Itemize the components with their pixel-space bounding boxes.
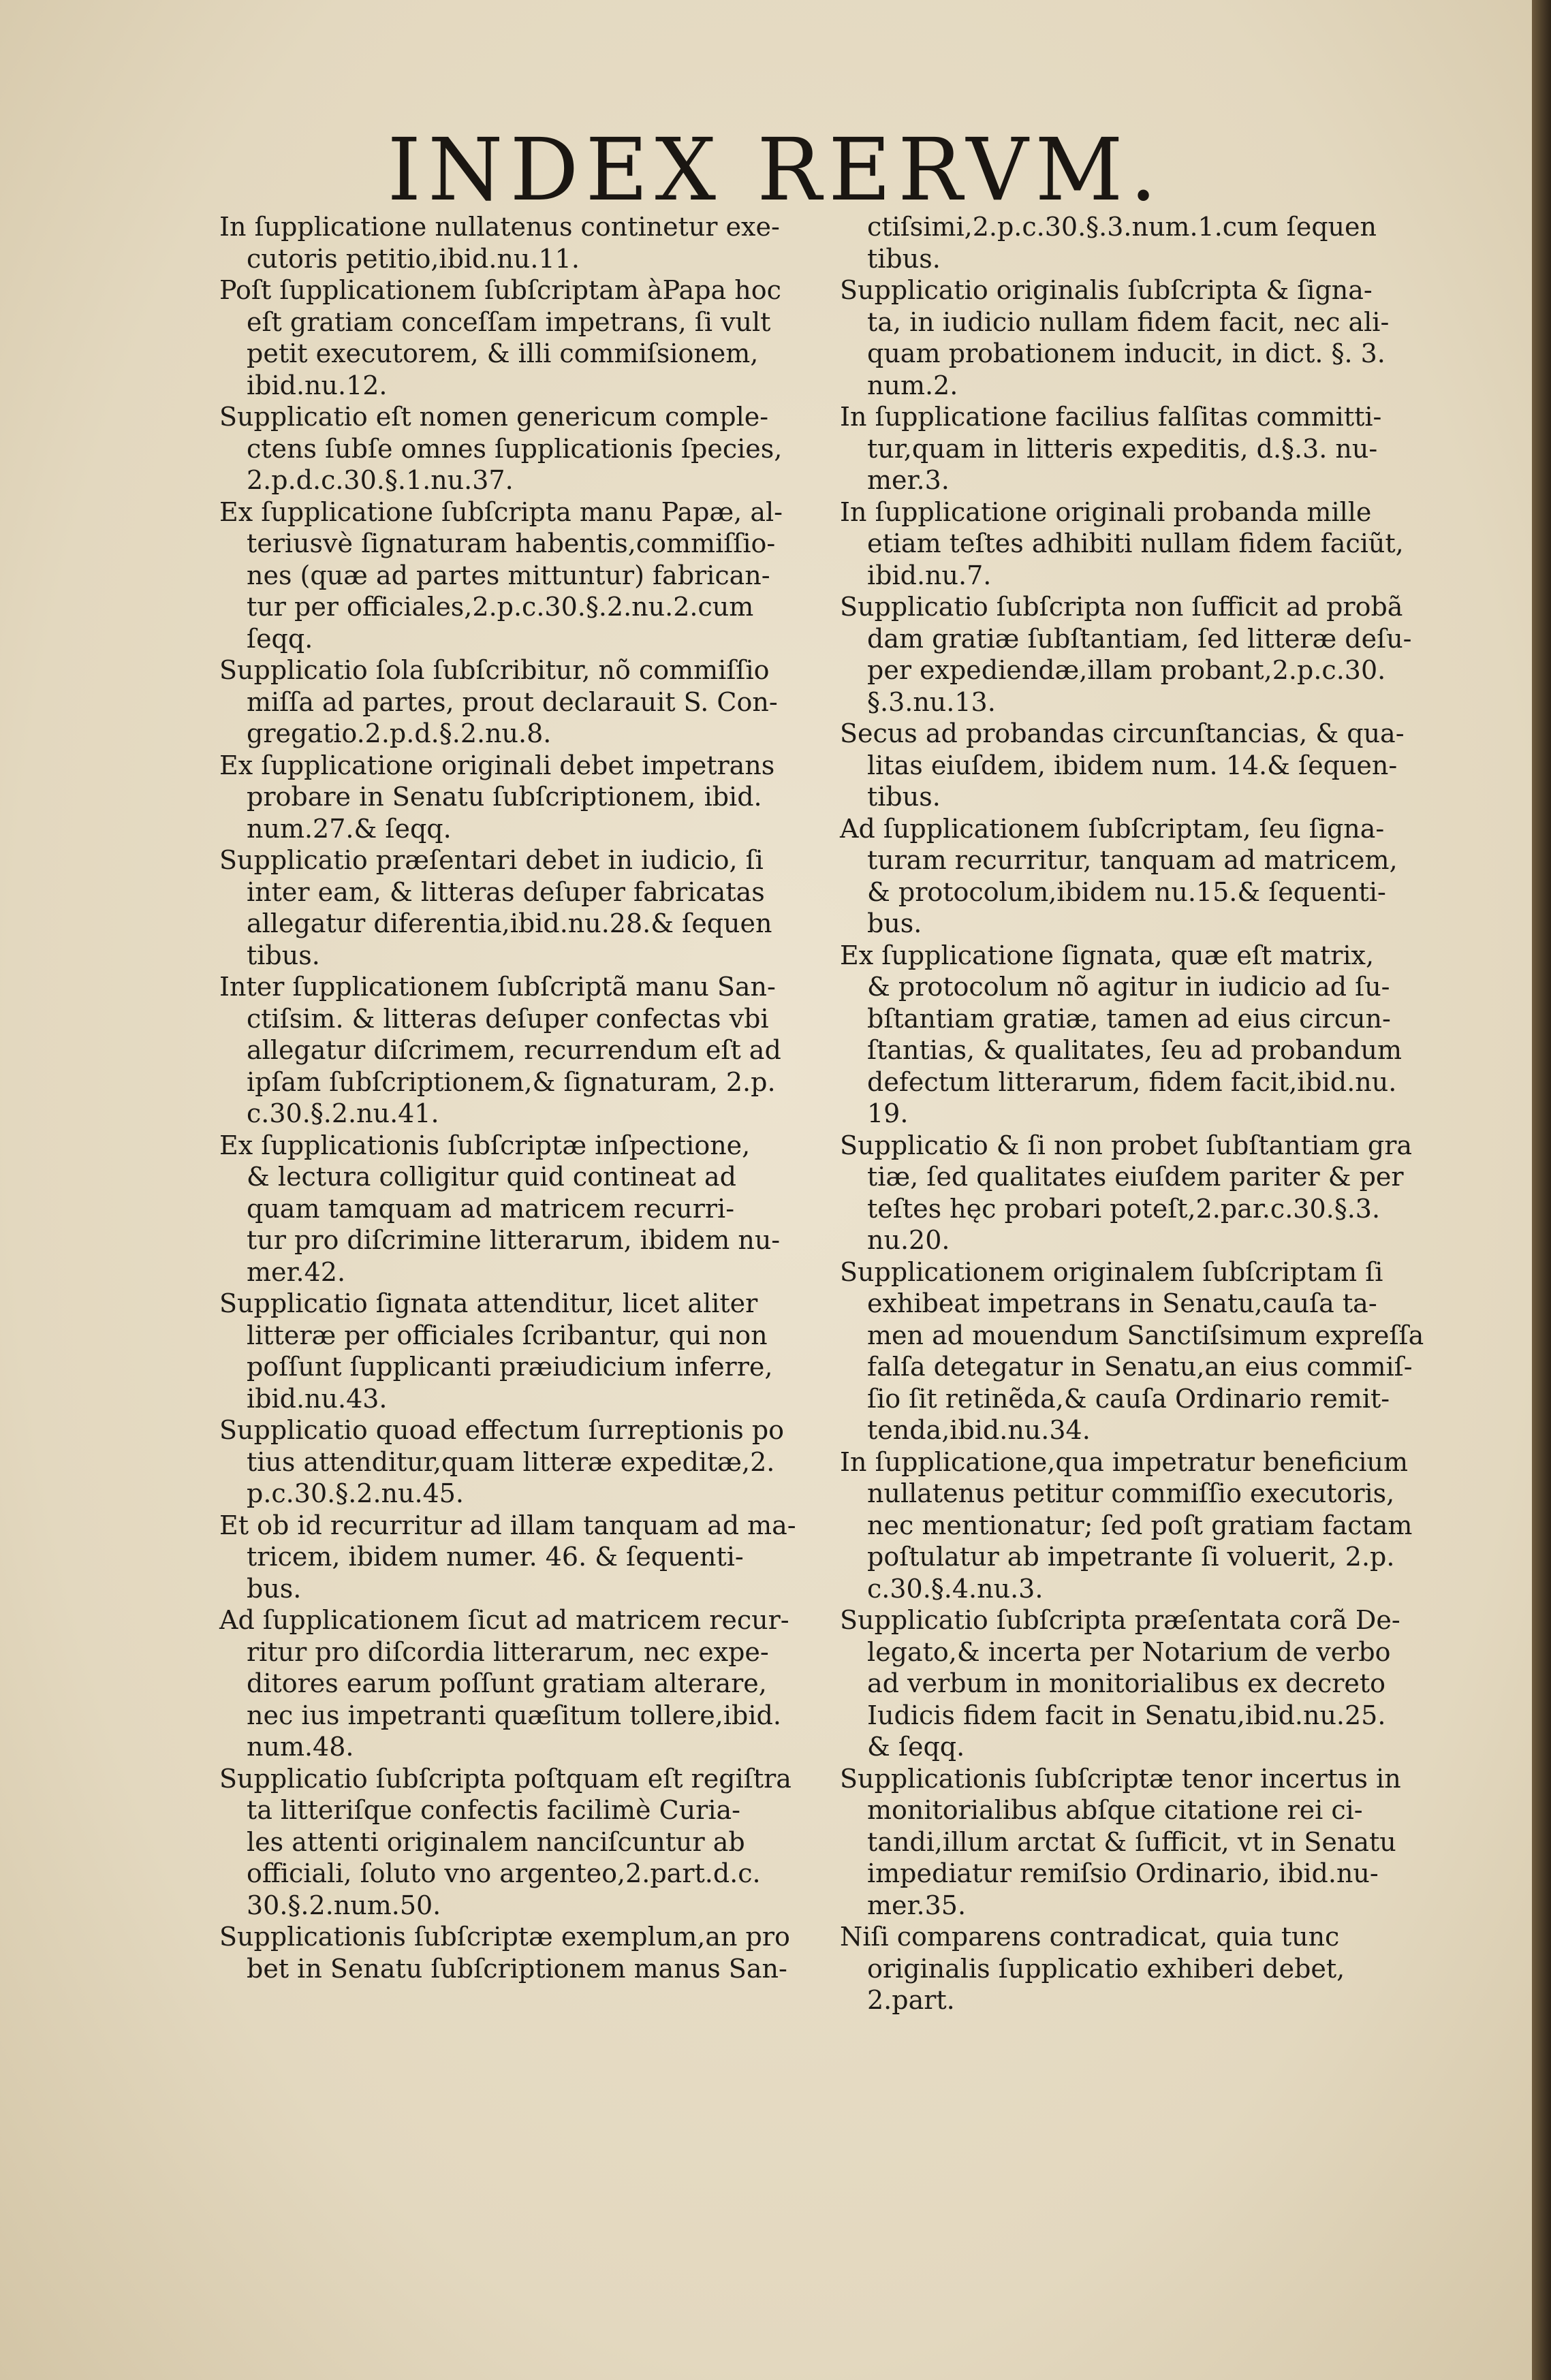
page-heading: INDEX RERVM. — [387, 120, 1164, 220]
index-entry-continued: ctiſsimi,2.p.c.30.§.3.num.1.cum ſequen tibus. — [867, 212, 1377, 274]
index-entry: Ad ſupplicationem ſicut ad matricem recur- ritur pro diſcordia litterarum, nec expe- ditores earum poſſunt gratiam alterare, nec ius impetranti quæſitum tollere,ibid. num.48. — [219, 1605, 789, 1762]
index-entry: In ſupplicatione nullatenus continetur exe- cutoris petitio,ibid.nu.11. — [219, 212, 780, 274]
index-entry: In ſupplicatione,qua impetratur beneficium nullatenus petitur commiſſio executoris, nec mentionatur; ſed poſt gratiam factam poſtulatur ab impetrante ſi voluerit, 2.p. c.30.§.4.nu.3. — [840, 1446, 1413, 1604]
index-entry: In ſupplicatione originali probanda mille etiam teſtes adhibiti nullam fidem faciũt, ibid.nu.7. — [840, 496, 1404, 590]
index-entry: Supplicatio ſignata attenditur, licet aliter litteræ per officiales ſcribantur, qui non poſſunt ſupplicanti præiudicium inferre, ibid.nu.43. — [219, 1288, 773, 1414]
index-entry: Supplicatio eſt nomen genericum comple- ctens ſubſe omnes ſupplicationis ſpecies, 2.p.d.c.30.§.1.nu.37. — [219, 402, 783, 495]
index-entry: Supplicationis ſubſcriptæ exemplum,an pro bet in Senatu ſubſcriptionem manus San- — [219, 1922, 790, 1984]
page-binding-edge — [1532, 0, 1551, 2380]
index-entry: Et ob id recurritur ad illam tanquam ad ma- tricem, ibidem numer. 46. & ſequenti- bus. — [219, 1510, 796, 1604]
index-entry: Supplicatio ſubſcripta non ſufficit ad probã dam gratiæ ſubſtantiam, ſed litteræ deſu- per expediendæ,illam probant,2.p.c.30. §.3.nu.13. — [840, 592, 1412, 717]
index-entry: In ſupplicatione facilius falſitas committi- tur,quam in litteris expeditis, d.§.3. nu- mer.3. — [840, 402, 1382, 495]
right-column — [840, 211, 1439, 2016]
index-entry: Supplicationis ſubſcriptæ tenor incertus in monitorialibus abſque citatione rei ci- tandi,illum arctat & ſufficit, vt in Senatu impediatur remiſsio Ordinario, ibid.nu- mer.35. — [840, 1763, 1401, 1920]
index-entry: Niſi comparens contradicat, quia tunc originalis ſupplicatio exhiberi debet, 2.part. — [840, 1922, 1345, 2015]
index-entry: Inter ſupplicationem ſubſcriptã manu San- ctiſsim. & litteras deſuper confectas vbi allegatur diſcrimem, recurrendum eſt ad ipſam ſubſcriptionem,& ſignaturam, 2.p. c.30.§.2.nu.41. — [219, 972, 781, 1128]
index-entry: Supplicatio quoad effectum ſurreptionis po tius attenditur,quam litteræ expeditæ,2. p.c.30.§.2.nu.45. — [219, 1415, 785, 1508]
index-entry: Supplicatio præſentari debet in iudicio, ſi inter eam, & litteras deſuper fabricatas allegatur diferentia,ibid.nu.28.& ſequen tibus. — [219, 845, 772, 970]
index-entry: Supplicationem originalem ſubſcriptam ſi exhibeat impetrans in Senatu,cauſa ta- men ad mouendum Sanctiſsimum expreſſa falſa detegatur in Senatu,an eius commiſ- ſio ſit retinẽda,& cauſa Ordinario remit- tenda,ibid.nu.34. — [840, 1256, 1424, 1445]
index-entry: Supplicatio ſubſcripta poſtquam eſt regiſtra ta litteriſque confectis facilimè Curia- les attenti originalem nanciſcuntur ab officiali, ſoluto vno argenteo,2.part.d.c. 30.§.2.num.50. — [219, 1763, 792, 1920]
index-entry: Supplicatio originalis ſubſcripta & ſigna- ta, in iudicio nullam fidem facit, nec ali- quam probationem inducit, in dict. §. 3. num.2. — [840, 275, 1390, 400]
index-entry: Supplicatio & ſi non probet ſubſtantiam gra tiæ, ſed qualitates eiuſdem pariter & per teſtes hęc probari poteſt,2.par.c.30.§.3. nu.20. — [840, 1130, 1413, 1255]
index-entry: Ex ſupplicatione originali debet impetrans probare in Senatu ſubſcriptionem, ibid. num.27.& ſeqq. — [219, 750, 775, 844]
index-entry: Supplicatio ſubſcripta præſentata corã De- legato,& incerta per Notarium de verbo ad verbum in monitorialibus ex decreto Iudicis fidem facit in Senatu,ibid.nu.25. & ſeqq. — [840, 1605, 1400, 1762]
left-column — [219, 211, 819, 1984]
index-entry: Supplicatio ſola ſubſcribitur, nõ commiſſio miſſa ad partes, prout declarauit S. Con- gregatio.2.p.d.§.2.nu.8. — [219, 655, 778, 748]
index-entry: Ad ſupplicationem ſubſcriptam, ſeu ſigna- turam recurritur, tanquam ad matricem, & protocolum,ibidem nu.15.& ſequenti- bus. — [840, 813, 1398, 938]
index-entry: Ex ſupplicationis ſubſcriptæ inſpectione, & lectura colligitur quid contineat ad quam tamquam ad matricem recurri- tur pro diſcrimine litterarum, ibidem nu- mer.42. — [219, 1130, 781, 1287]
index-entry: Ex ſupplicatione ſubſcripta manu Papæ, al- teriusvè ſignaturam habentis,commiſſio- nes (quæ ad partes mittuntur) fabrican- tur per officiales,2.p.c.30.§.2.nu.2.cum ſeqq. — [219, 496, 783, 654]
index-entry: Ex ſupplicatione ſignata, quæ eſt matrix, & protocolum nõ agitur in iudicio ad ſu- bſtantiam gratiæ, tamen ad eius circun- ſtantias, & qualitates, ſeu ad probandum defectum litterarum, fidem facit,ibid.nu. 19. — [840, 940, 1403, 1128]
index-entry: Poſt ſupplicationem ſubſcriptam àPapa hoc eſt gratiam conceſſam impetrans, ſi vult petit executorem, & illi commiſsionem, ibid.nu.12. — [219, 275, 781, 400]
index-entry: Secus ad probandas circunſtancias, & qua- litas eiuſdem, ibidem num. 14.& ſequen- tibus. — [840, 718, 1405, 812]
